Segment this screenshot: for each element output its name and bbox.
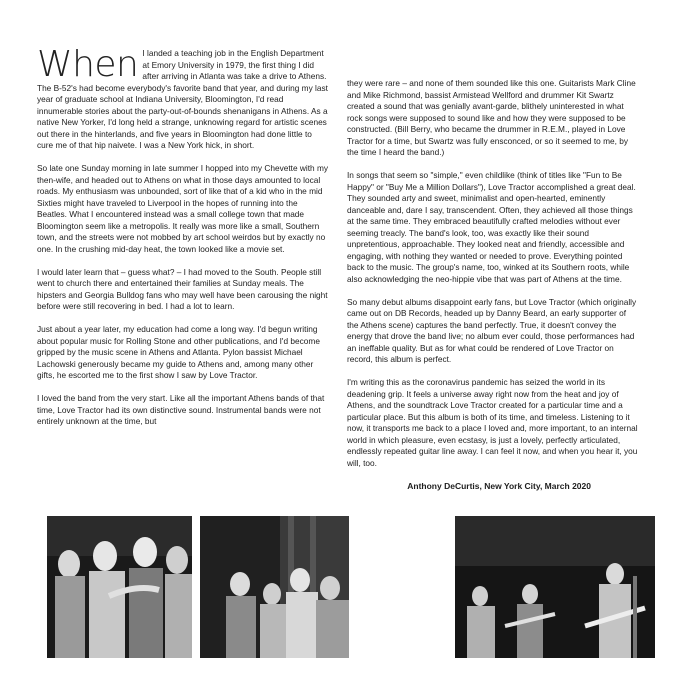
essay-column-right [347, 78, 639, 492]
essay-paragraph-2: So late one Sunday morning in late summer I hopped into my Chevette with my then-wife, and headed out to Athens on what in those days amounted to local roads. My enthusiasm was unbounded, sort of like that of a kid who in the mid Sixties might have traveled to Liverpool in the hopes of running into the Beatles. What I encountered instead was a small college town that made Bloomington seem like a metropolis. It really was more like a small, Southern town, and the streets were not mobbed by art school weirdos but by exactly no one. In the crushing mid-day heat, the town looked like a movie set. [37, 163, 329, 254]
essay-paragraph-6: In songs that seem so "simple," even childlike (think of titles like "Fun to Be Happy" or "Buy Me a Million Dollars"), Love Tractor accomplished a great deal. They sounded arty and sweet, minimalist and open-hearted, eminently danceable and, dare I say, transcendent. Often, they achieved all those things at the same time. They embraced beautifully crafted melodies without ever seeming treacly. The band's look, too, was exactly like their sound unpretentious, approachable. They looked neat and friendly, accessible and engaging, with nothing they wanted or needed to prove. Everything pointed back to the music. The group's name, too, winked at its Southern roots, while also acknowledging the neo-hippie vibe that was part of Athens at the time. [347, 170, 636, 284]
band-photo-four-members [200, 516, 349, 658]
drop-word: When [37, 44, 139, 85]
essay-paragraph-7: So many debut albums disappoint early fans, but Love Tractor (which originally came out on DB Records, headed up by Danny Beard, an early supporter of the Athens scene) captures the band perfectly. True, it doesn't convey the energy that drove the band live; no album ever could, those performances had an ineffable quality. But as for what could be rendered of Love Tractor on record, this album is perfect. [347, 296, 637, 364]
essay-paragraph-4: Just about a year later, my education had come a long way. I'd begun writing about popular music for Rolling Stone and other publications, and I'd become gripped by the music scene in Athens and Atlanta. Pylon bassist Michael Lachowski generously became my guide to Athens and, among many other gifts, he escorted me to the first show I saw by Love Tractor. [37, 324, 320, 380]
essay-column-left [37, 44, 329, 439]
essay-paragraph-8: I'm writing this as the coronavirus pandemic has seized the world in its deadening grip. It feels a universe away right now from the heat and joy of Athens, and the soundtrack Love Tractor created for a particular time and a particular place. But this album is both of its time, and timeless. Listening to it now, it transports me back to a place I loved and, more important, to an internal world in which pleasure, even ecstasy, is just a lovely, perfectly articulated, endlessly repeated guitar line away. I can feel it now, and when you hear it, you will, too. [347, 377, 638, 468]
essay-paragraph-5-start: I loved the band from the very start. Like all the important Athens bands of that time, Love Tractor had its own distinctive sound. Instrumental bands were not entirely unknown at the time, but [37, 393, 325, 426]
band-photo-group-smiling [47, 516, 192, 658]
essay-paragraph-3: I would later learn that – guess what? – I had moved to the South. People still went to church there and entertained their families at Sunday meals. The hipsters and Georgia Bulldog fans who may well have been carousing the night before were still recovering in bed. I had a lot to learn. [37, 266, 328, 311]
essay-paragraph-5-end: they were rare – and none of them sounded like this one. Guitarists Mark Cline and Mike Richmond, bassist Armistead Wellford and drummer Kit Swartz created a sound that was genially avant-garde, blithely uninterested in what rock songs were supposed to sound like and how they were supposed to be constructed. (Bill Berry, who became the drummer in R.E.M., played in Love Tractor for a time, but Swartz was fully ensconced, or so it seemed to me, by the time I heard the band.) [347, 78, 636, 157]
author-signature: Anthony DeCurtis, New York City, March 2020 [407, 480, 591, 491]
band-photo-live-performance [455, 516, 655, 658]
essay-paragraph-1: When I landed a teaching job in the English Department at Emory University in 1979, the first thing I did after arriving in Atlanta was take a drive to Athens. The B-52's had become everybody's favorite band that year, and during my last year of graduate school at Indiana University, Bloomington, I'd read innumerable stories about the party-out-of-bounds shenanigans in Athens. As a native New Yorker, I'd long held a strange, unknowing regard for artistic scenes out there in the hinterlands, and five years in Bloomington had done little to cure me of that hip naivete. I was a New York hick, in short. [37, 44, 328, 150]
